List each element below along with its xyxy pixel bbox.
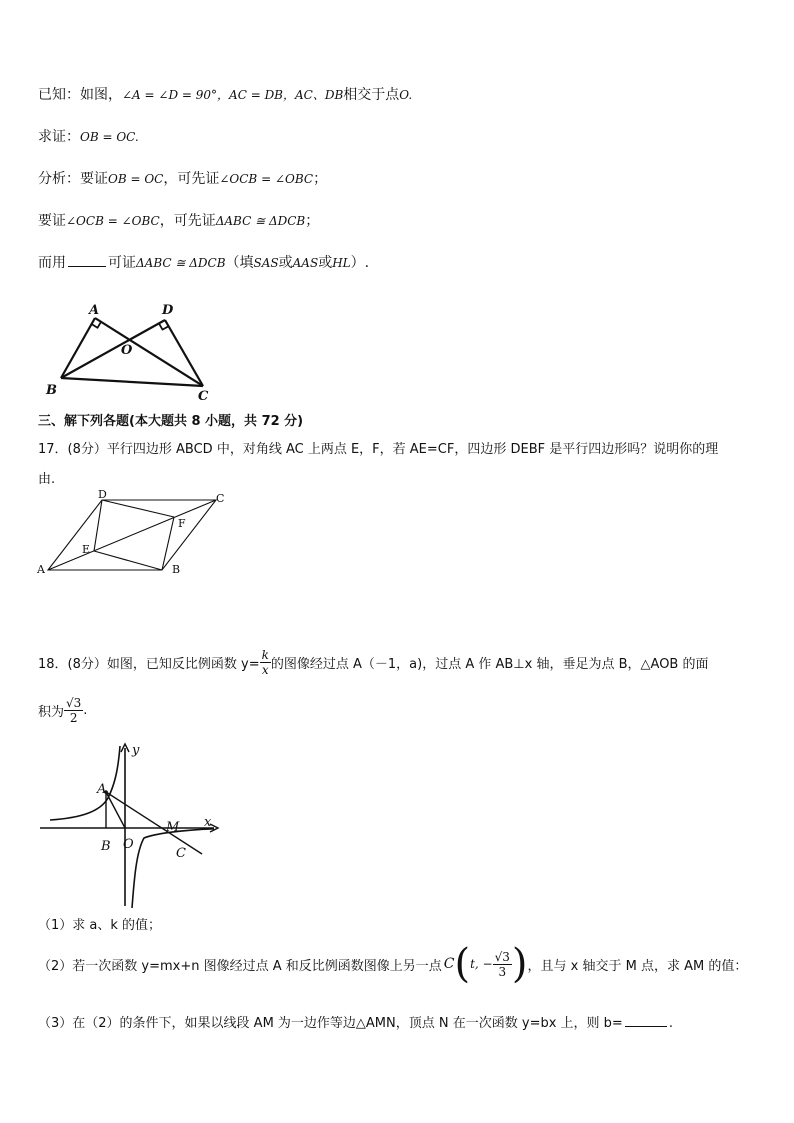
frac-num: k — [261, 648, 269, 662]
prove-math: OB = OC. — [80, 130, 139, 144]
analysis-mid: ，可先证 — [163, 171, 220, 187]
sub2-point-c: C — [443, 956, 455, 972]
segment-de — [94, 500, 102, 551]
step3-fill: （填 — [225, 255, 254, 271]
option-aas: AAS — [292, 256, 319, 270]
q17-line2: 由. — [38, 472, 56, 487]
label-d: D — [162, 303, 174, 318]
label-c: C — [198, 389, 209, 404]
step2-line — [38, 210, 319, 230]
label-a: A — [37, 563, 45, 576]
fraction-sqrt3-over-2 — [64, 696, 83, 725]
label-b: B — [46, 383, 57, 398]
q18-text-b: 的图像经过点 A（－1，a)，过点 A 作 AB⊥x 轴，垂足为点 B，△AOB 的面 — [270, 657, 709, 672]
given-suffix: 相交于点 — [343, 87, 400, 103]
analysis-math-2: ∠OCB = ∠OBC — [219, 172, 314, 186]
diagonal-ac — [48, 500, 216, 570]
paren-left: ( — [454, 941, 471, 987]
segment-dc — [165, 320, 203, 386]
figure-parallelogram — [34, 488, 234, 580]
step3-or-2: 或 — [318, 255, 333, 271]
step3-end: ）. — [350, 255, 370, 271]
frac-num: √3 — [66, 696, 82, 710]
figure-triangles — [40, 298, 220, 406]
prove-prefix: 求证： — [38, 129, 80, 145]
segment-bc — [61, 378, 203, 386]
q18-text-a: 18．(8分）如图，已知反比例函数 y= — [38, 657, 260, 672]
hyperbola-branch-right — [132, 829, 214, 908]
analysis-line — [38, 168, 327, 188]
prove-line — [38, 126, 139, 146]
step3-prefix: 而用 — [38, 255, 66, 271]
q18-sub2 — [38, 941, 748, 987]
analysis-prefix: 分析：要证 — [38, 171, 108, 187]
q18-sub1: （1）求 a、k 的值； — [38, 918, 162, 933]
q17-line1: 17．(8分）平行四边形 ABCD 中，对角线 AC 上两点 E，F，若 AE=CF，四边形 DEBF 是平行四边形吗？说明你的理 — [38, 442, 719, 457]
q18-line1 — [38, 648, 708, 677]
given-point: O. — [399, 88, 413, 102]
option-sas: SAS — [253, 256, 279, 270]
label-d: D — [98, 488, 107, 501]
step3-line — [38, 252, 369, 272]
step3-math: ΔABC ≅ ΔDCB — [136, 256, 226, 270]
label-c: C — [176, 846, 186, 861]
analysis-end: ； — [313, 171, 328, 187]
label-a: A — [97, 782, 107, 797]
option-hl: HL — [332, 256, 351, 270]
label-c: C — [216, 492, 225, 505]
label-o: O — [123, 837, 134, 852]
step3-mid: 可证 — [108, 255, 136, 271]
given-math: ∠A = ∠D = 90°，AC = DB，AC、DB — [122, 88, 344, 102]
step2-end: ； — [305, 213, 320, 229]
q18-line2 — [38, 696, 87, 725]
step2-mid: ，可先证 — [159, 213, 216, 229]
answer-blank-b[interactable] — [625, 1025, 667, 1027]
line-am — [106, 792, 202, 854]
q18-area-text: 积为 — [38, 705, 65, 720]
fraction-k-over-x — [260, 648, 271, 677]
label-m: M — [166, 820, 180, 835]
label-o: O — [121, 343, 133, 358]
sub2-text-b: ，且与 x 轴交于 M 点，求 AM 的值： — [527, 958, 748, 974]
frac-den: 2 — [69, 711, 78, 725]
sub3-period: . — [668, 1016, 673, 1031]
q18-period: . — [83, 703, 88, 718]
sub3-text-a: （3）在（2）的条件下，如果以线段 AM 为一边作等边△AMN，顶点 N 在一次函数 y=bx 上，则 b= — [38, 1016, 623, 1031]
sub2-text-a: （2）若一次函数 y=mx+n 图像经过点 A 和反比例函数图像上另一点 — [38, 958, 442, 974]
label-a: A — [89, 303, 100, 318]
segment-fd — [102, 500, 174, 517]
step2-math-2: ΔABC ≅ ΔDCB — [215, 214, 306, 228]
label-b: B — [172, 563, 181, 576]
step2-math-1: ∠OCB = ∠OBC — [66, 214, 160, 228]
sub2-coord-t: t, − — [470, 957, 493, 971]
fraction-sqrt3-over-3 — [493, 950, 512, 979]
given-prefix: 已知：如图， — [38, 87, 122, 103]
step2-prefix: 要证 — [38, 213, 66, 229]
q18-sub3 — [38, 1012, 673, 1031]
given-line — [38, 84, 412, 104]
figure-hyperbola — [40, 742, 220, 908]
step3-or-1: 或 — [278, 255, 293, 271]
label-y: y — [132, 743, 140, 758]
segment-eb — [94, 551, 162, 570]
paren-right: ) — [511, 941, 528, 987]
frac-den: x — [261, 663, 269, 677]
frac-den: 3 — [498, 964, 507, 979]
hyperbola-branch-left — [50, 746, 120, 820]
label-b: B — [101, 839, 111, 854]
label-f: F — [178, 517, 186, 530]
frac-num: √3 — [494, 949, 510, 964]
label-x: x — [204, 815, 212, 830]
section-heading: 三、解下列各题(本大题共 8 小题，共 72 分) — [38, 414, 304, 429]
label-e: E — [82, 543, 91, 556]
analysis-math-1: OB = OC — [108, 172, 164, 186]
answer-blank[interactable] — [68, 265, 106, 267]
